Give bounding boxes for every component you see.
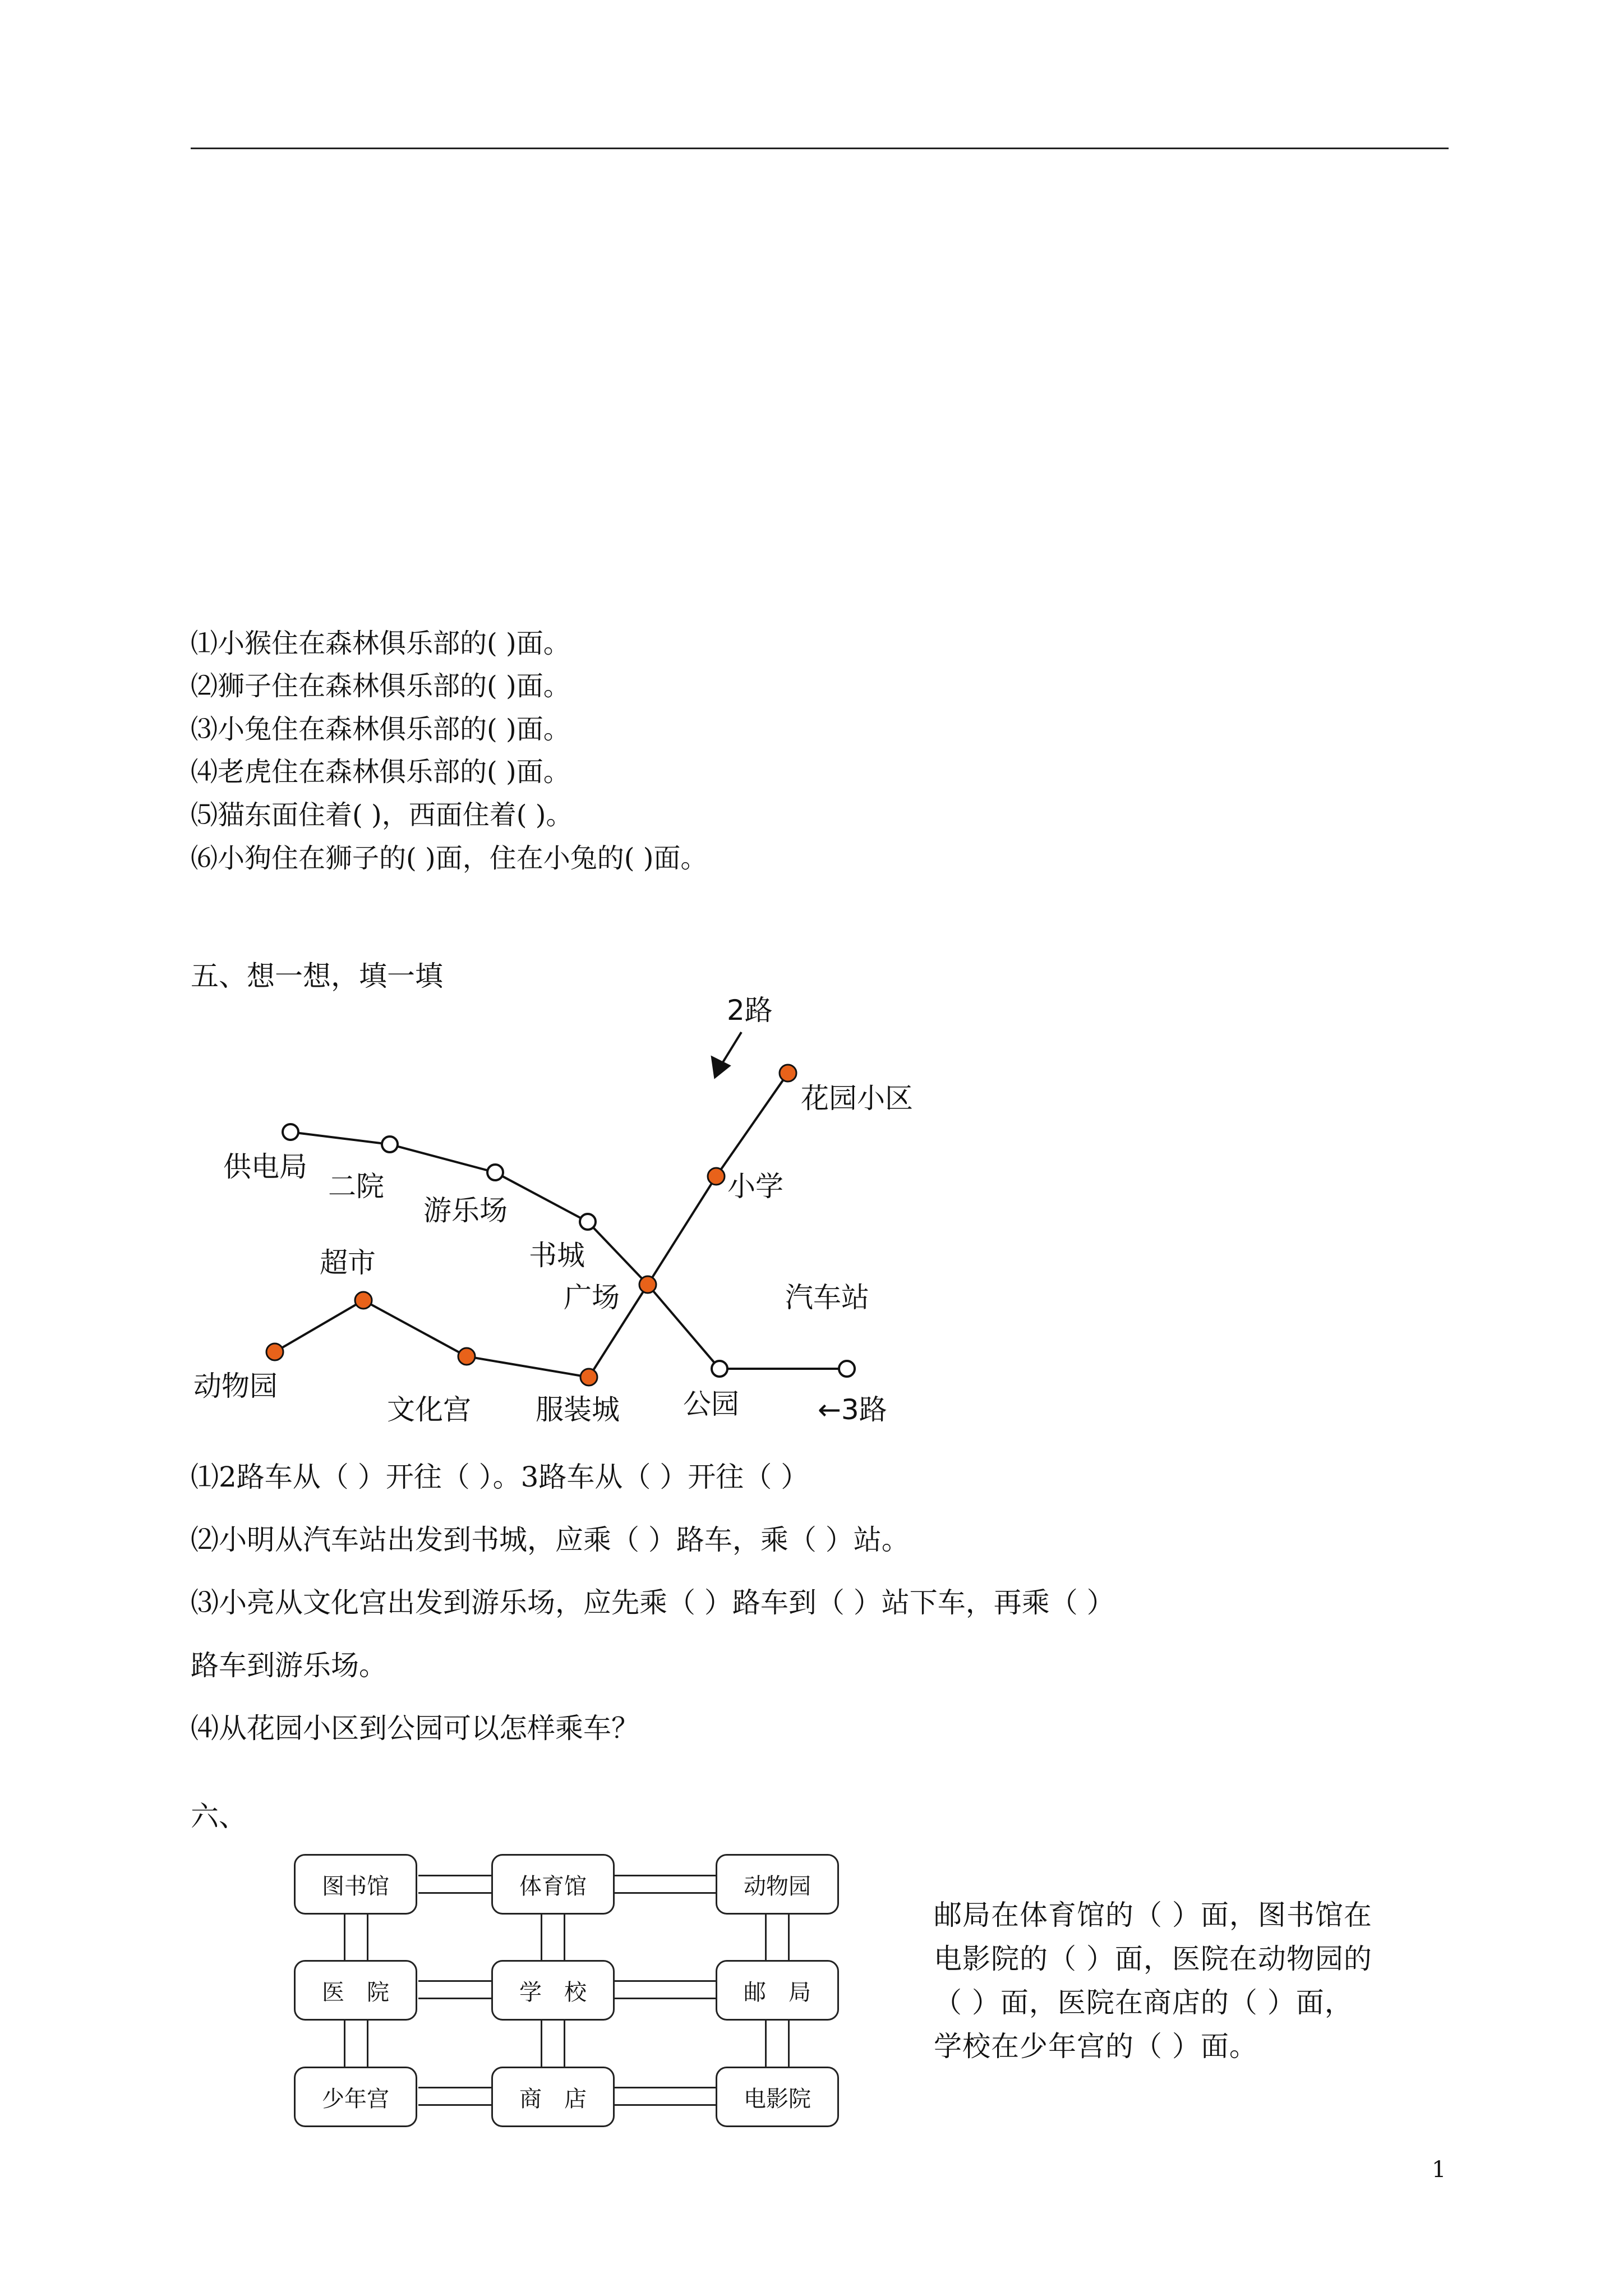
road [418,1875,491,1894]
road [541,1914,565,1961]
question-4-4: ⑷老虎住在森林俱乐部的( )面。 [191,756,570,788]
road [344,1914,368,1961]
road [344,2021,368,2068]
station-huayuan [780,1065,796,1082]
route-3-label: ←3路 [818,1393,887,1426]
box-school: 学 校 [491,1960,615,2021]
label-chaoshi: 超市 [320,1246,376,1279]
station-qichezhan-end [839,1361,855,1377]
box-shop: 商 店 [491,2067,615,2127]
page-number: 1 [1432,2157,1446,2183]
station-dongwuyuan [266,1343,283,1360]
box-youth-palace: 少年宫 [294,2067,417,2127]
label-wenhuagong: 文化宫 [387,1393,471,1426]
road [615,2087,716,2106]
road [765,2021,790,2068]
station-gongyuan [712,1361,727,1377]
route-line-2 [275,1073,788,1377]
label-guangchang: 广场 [564,1281,620,1314]
label-huayuan: 花园小区 [801,1082,913,1115]
question-4-5: ⑸猫东面住着( )，西面住着( )。 [191,799,573,831]
label-gongdianju: 供电局 [223,1151,307,1183]
label-youlechang: 游乐场 [423,1194,508,1227]
question-4-2: ⑵狮子住在森林俱乐部的( )面。 [191,670,570,702]
section-5-heading: 五、想一想，填一填 [191,960,443,992]
road [615,1980,716,1999]
station-shucheng [580,1214,596,1230]
label-shucheng: 书城 [529,1239,585,1272]
station-youlechang [487,1165,503,1180]
question-4-6: ⑹小狗住在狮子的( )面，住在小兔的( )面。 [191,843,708,874]
road [765,1914,790,1961]
station-fuzhuangcheng [580,1369,597,1386]
question-4-1: ⑴小猴住在森林俱乐部的( )面。 [191,628,570,659]
label-xiaoxue: 小学 [727,1170,783,1203]
road [418,1980,491,1999]
label-fuzhuangcheng: 服装城 [536,1393,620,1426]
box-zoo: 动物园 [716,1854,839,1915]
station-chaoshi [355,1292,372,1309]
section-6-heading: 六、 [191,1800,247,1833]
station-wenhuagong [458,1348,475,1365]
station-guangchang [639,1276,656,1293]
box-stadium: 体育馆 [491,1854,615,1915]
box-post-office: 邮 局 [716,1960,839,2021]
question-5-3-continued: 路车到游乐场。 [191,1649,387,1682]
box-hospital: 医 院 [294,1960,417,2021]
label-qichezhan: 汽车站 [785,1281,869,1314]
route-2-label: 2路 [727,994,773,1027]
label-eryuan: 二院 [328,1170,384,1203]
station-xiaoxue [708,1168,725,1185]
road [615,1875,716,1894]
section-6-question: 邮局在体育馆的（ ）面，图书馆在电影院的（ ）面，医院在动物园的（ ）面，医院在商店的（ ）面，学校在少年宫的（ ）面。 [934,1899,1372,2063]
box-library: 图书馆 [294,1854,417,1915]
label-dongwuyuan: 动物园 [193,1370,278,1402]
question-4-3: ⑶小兔住在森林俱乐部的( )面。 [191,714,570,745]
station-eryuan [382,1137,398,1152]
filled-stations [266,1065,796,1386]
route-2-arrow [712,1032,741,1077]
box-cinema: 电影院 [716,2067,839,2127]
road [541,2021,565,2068]
station-gongdianju [283,1124,298,1140]
question-5-2: ⑵小明从汽车站出发到书城，应乘（ ）路车，乘（ ）站。 [191,1524,910,1556]
question-5-1: ⑴2路车从（ ）开往（ ）。3路车从（ ）开往（ ） [191,1461,809,1493]
question-5-3: ⑶小亮从文化宫出发到游乐场，应先乘（ ）路车到（ ）站下车，再乘（ ） [191,1586,1115,1619]
route-lines [275,1073,847,1377]
question-5-4: ⑷从花园小区到公园可以怎样乘车？ [191,1712,639,1745]
road [418,2087,491,2106]
label-gongyuan: 公园 [683,1388,739,1420]
